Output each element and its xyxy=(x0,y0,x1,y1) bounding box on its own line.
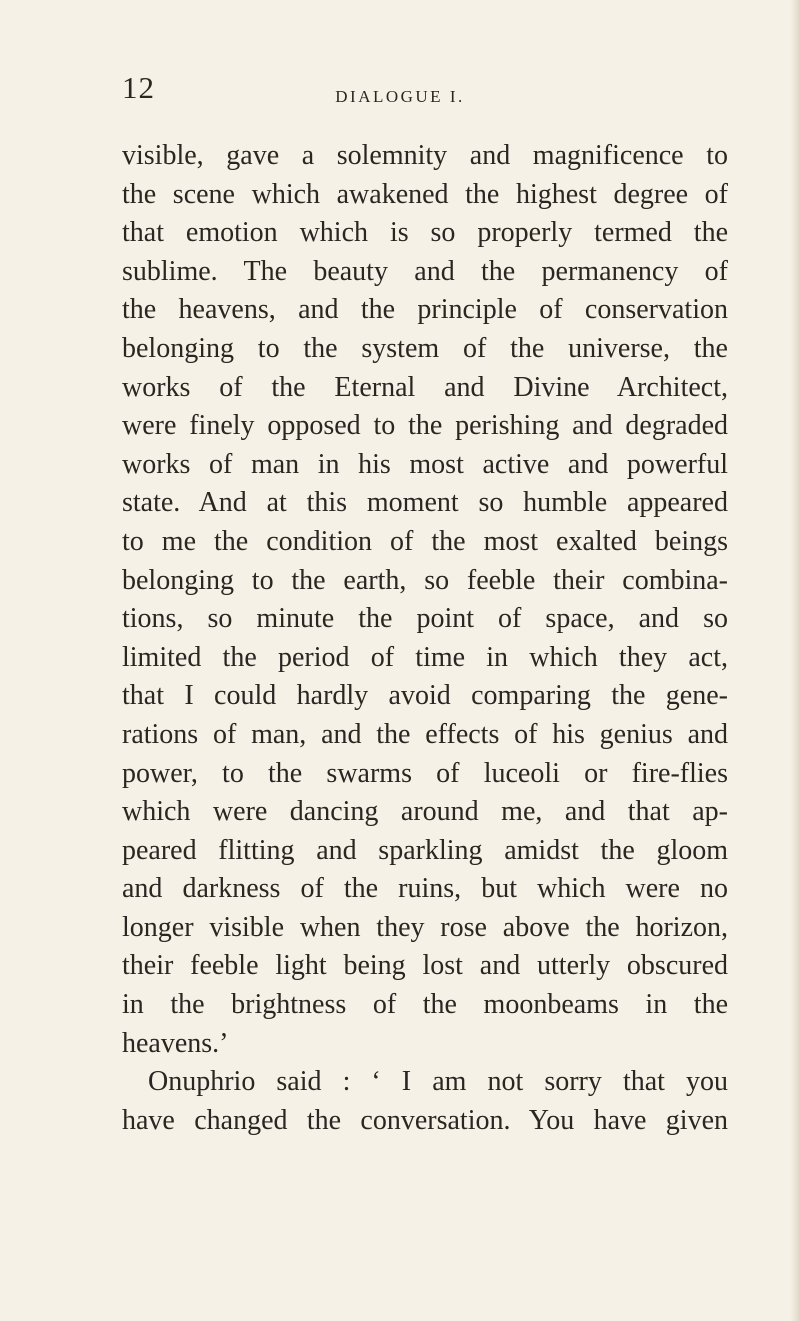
text-line: belonging to the system of the universe, the xyxy=(122,332,728,364)
text-line: the scene which awakened the highest degree of xyxy=(122,178,728,210)
text-line: visible, gave a solemnity and magnificence to xyxy=(122,140,728,171)
text-line: which were dancing around me, and that ap- xyxy=(122,796,728,828)
text-line-paragraph-end: heavens.’ xyxy=(122,1027,229,1059)
text-line: that emotion which is so properly termed the xyxy=(122,217,728,249)
text-line: peared flitting and sparkling amidst the gloom xyxy=(122,834,728,866)
text-line: and darkness of the ruins, but which were no xyxy=(122,873,728,905)
running-head: DIALOGUE I. xyxy=(335,87,465,106)
text-line-paragraph-start: Onuphrio said : ‘ I am not sorry that you xyxy=(148,1066,728,1098)
text-line: works of the Eternal and Divine Architect, xyxy=(122,371,728,403)
text-line: works of man in his most active and powerful xyxy=(122,448,728,480)
text-line: state. And at this moment so humble appeared xyxy=(122,487,728,519)
text-line: longer visible when they rose above the horizon, xyxy=(122,911,728,943)
body-text xyxy=(122,137,728,1140)
text-line: to me the condition of the most exalted beings xyxy=(122,525,728,557)
text-line: sublime. The beauty and the permanency of xyxy=(122,255,728,287)
text-line: their feeble light being lost and utterly obscured xyxy=(122,950,728,982)
text-line: that I could hardly avoid comparing the gene- xyxy=(122,680,728,712)
text-line: limited the period of time in which they act, xyxy=(122,641,728,673)
text-line: tions, so minute the point of space, and so xyxy=(122,603,728,635)
page-edge xyxy=(790,0,800,1321)
text-line: power, to the swarms of luceoli or fire-flies xyxy=(122,757,728,789)
page-number: 12 xyxy=(122,70,155,105)
text-line: have changed the conversation. You have given xyxy=(122,1104,728,1136)
text-line: in the brightness of the moonbeams in the xyxy=(122,989,728,1021)
text-line: the heavens, and the principle of conservation xyxy=(122,294,728,326)
text-line: belonging to the earth, so feeble their combina- xyxy=(122,564,728,596)
text-line: were finely opposed to the perishing and degraded xyxy=(122,410,728,442)
text-line: rations of man, and the effects of his genius and xyxy=(122,718,728,750)
